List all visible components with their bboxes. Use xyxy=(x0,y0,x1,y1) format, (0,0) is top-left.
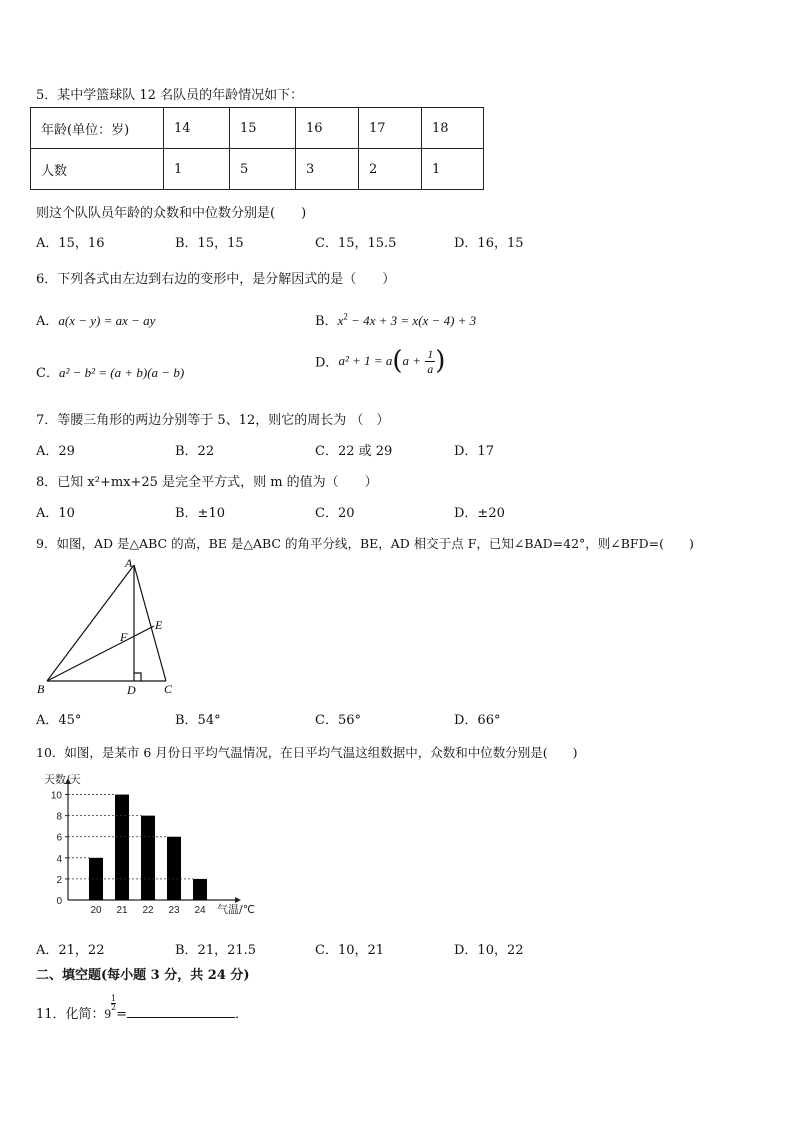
paren: ) xyxy=(435,346,446,376)
expr-part: a + xyxy=(402,353,422,368)
bar xyxy=(193,879,207,900)
table-row xyxy=(31,108,484,149)
table-cell: 2 xyxy=(359,149,422,190)
q6-option-c xyxy=(36,362,184,381)
x-tick-label: 21 xyxy=(116,905,128,916)
x-axis-label: 气温/℃ xyxy=(217,903,256,916)
y-tick-label: 10 xyxy=(50,790,62,802)
q5-option-b: B．15，15 xyxy=(175,236,244,251)
q7-option-b: B．22 xyxy=(175,444,215,459)
q5-option-c: C．15，15.5 xyxy=(315,236,397,251)
q11 xyxy=(36,995,248,1022)
side-ab xyxy=(47,565,134,681)
option-label: A． xyxy=(36,314,59,329)
q11-prefix: 11．化简： xyxy=(36,1007,105,1022)
q8-option-a: A．10 xyxy=(36,506,75,521)
label-b: B xyxy=(37,682,45,696)
q5-option-a: A．15，16 xyxy=(36,236,105,251)
q8-option-b: B．±10 xyxy=(175,506,225,521)
answer-blank[interactable] xyxy=(127,1005,235,1018)
label-f: F xyxy=(120,630,128,644)
bar xyxy=(115,795,129,900)
label-d: D xyxy=(127,683,136,697)
age-table xyxy=(30,107,484,190)
label-c: C xyxy=(164,682,173,696)
q9-option-b: B．54° xyxy=(175,713,221,728)
q10-option-b: B．21，21.5 xyxy=(175,943,257,958)
y-tick-label: 0 xyxy=(56,896,62,907)
denominator: a xyxy=(427,361,434,376)
table-cell: 14 xyxy=(164,108,230,149)
q6-option-d xyxy=(315,346,445,376)
option-label: B． xyxy=(315,314,338,329)
q11-end: ． xyxy=(235,1007,249,1022)
label-a: A xyxy=(125,556,133,570)
expression: a² + 1 = a xyxy=(338,353,393,368)
q6-option-a xyxy=(36,310,155,329)
bar xyxy=(141,816,155,900)
right-angle-mark xyxy=(134,673,141,681)
q5-stem: 5．某中学篮球队 12 名队员的年龄情况如下： xyxy=(36,88,304,103)
q7-option-c: C．22 或 29 xyxy=(315,444,393,459)
q8-option-d: D．±20 xyxy=(454,506,505,521)
section-title: 二、填空题(每小题 3 分，共 24 分) xyxy=(36,968,250,983)
table-cell: 1 xyxy=(164,149,230,190)
x-tick-label: 24 xyxy=(194,905,206,916)
q10-option-c: C．10，21 xyxy=(315,943,385,958)
q9-option-a: A．45° xyxy=(36,713,82,728)
y-axis-label: 天数/天 xyxy=(44,773,81,786)
q10-option-d: D．10，22 xyxy=(454,943,524,958)
table-row xyxy=(31,149,484,190)
table-cell: 1 xyxy=(422,149,484,190)
table-cell: 年龄(单位：岁) xyxy=(31,108,164,149)
expression: a² − b² = (a + b)(a − b) xyxy=(58,365,185,380)
q7-option-a: A．29 xyxy=(36,444,75,459)
q5-option-d: D．16，15 xyxy=(454,236,524,251)
q6-option-b xyxy=(315,310,476,329)
expr-part: x xyxy=(337,313,344,328)
x-tick-label: 20 xyxy=(90,905,102,916)
table-cell: 15 xyxy=(230,108,296,149)
q7-stem: 7．等腰三角形的两边分别等于 5、12，则它的周长为 （ ） xyxy=(36,413,390,428)
table-cell: 3 xyxy=(296,149,359,190)
denominator: 2 xyxy=(111,1003,117,1012)
y-tick-label: 4 xyxy=(56,853,62,865)
q11-eq: = xyxy=(116,1007,128,1022)
q10-option-a: A．21，22 xyxy=(36,943,105,958)
q9-stem: 9．如图，AD 是△ABC 的高，BE 是△ABC 的角平分线，BE，AD 相交于点 F，已知∠BAD=42°，则∠BFD=( ) xyxy=(36,536,694,551)
expression: $x^2 - 4x + 3 = x(x - 4) + 3$ xyxy=(337,311,477,328)
q5-after: 则这个队队员年龄的众数和中位数分别是( ) xyxy=(36,206,307,221)
q7-option-d: D．17 xyxy=(454,444,494,459)
table-cell: 18 xyxy=(422,108,484,149)
q9-option-d: D．66° xyxy=(454,713,501,728)
q6-stem: 6．下列各式由左边到右边的变形中，是分解因式的是（ ） xyxy=(36,272,396,287)
table-cell: 人数 xyxy=(31,149,164,190)
table-cell: 16 xyxy=(296,108,359,149)
y-tick-label: 8 xyxy=(56,811,62,823)
triangle-figure xyxy=(34,556,184,698)
numerator: 1 xyxy=(111,994,117,1003)
paren: ( xyxy=(392,346,403,376)
numerator: 1 xyxy=(427,346,434,361)
y-tick-label: 2 xyxy=(56,874,62,886)
q9-option-c: C．56° xyxy=(315,713,361,728)
expr-part: − 4x + 3 = x(x − 4) + 3 xyxy=(347,313,477,328)
option-label: D． xyxy=(315,355,339,371)
table-cell: 5 xyxy=(230,149,296,190)
y-tick-label: 6 xyxy=(56,832,62,844)
q8-stem: 8．已知 x²+mx+25 是完全平方式，则 m 的值为（ ） xyxy=(36,475,378,490)
x-tick-label: 23 xyxy=(168,905,180,916)
fraction xyxy=(425,347,435,376)
bar xyxy=(167,837,181,900)
label-e: E xyxy=(155,618,163,632)
option-label: C． xyxy=(36,366,59,381)
expression: a(x − y) = ax − ay xyxy=(58,313,156,328)
q10-stem: 10．如图，是某市 6 月份日平均气温情况，在日平均气温这组数据中，众数和中位数分别是( ) xyxy=(36,745,578,760)
q8-option-c: C．20 xyxy=(315,506,355,521)
q11-base: 9 xyxy=(104,1006,112,1021)
temperature-bar-chart xyxy=(30,772,270,922)
table-cell: 17 xyxy=(359,108,422,149)
x-tick-label: 22 xyxy=(142,905,154,916)
